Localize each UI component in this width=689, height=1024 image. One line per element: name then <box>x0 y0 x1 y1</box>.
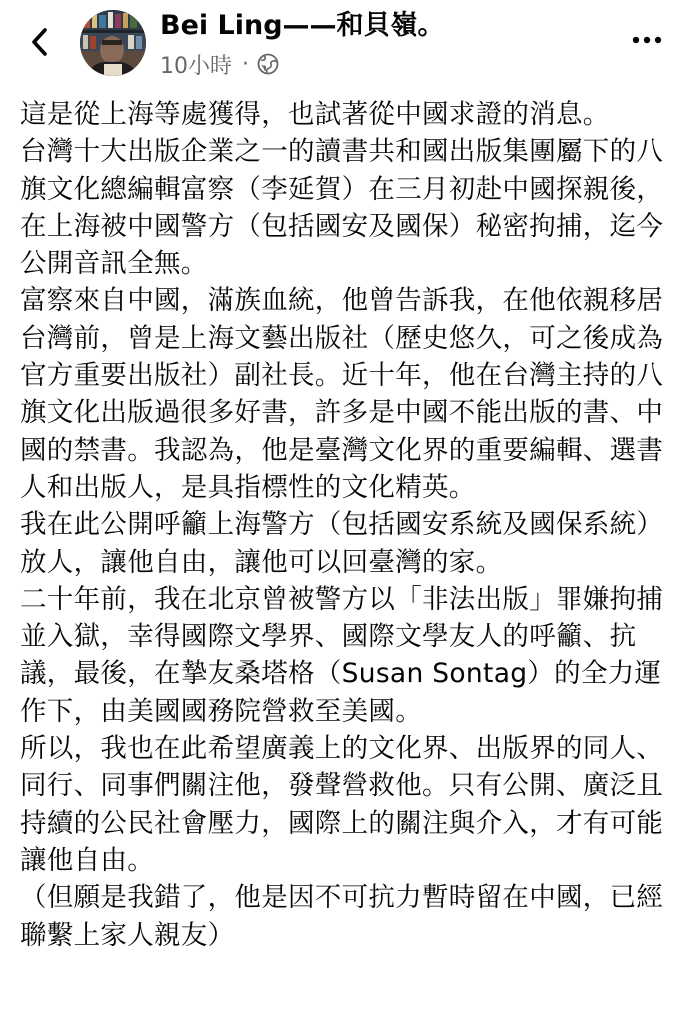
more-options-button[interactable] <box>629 28 665 52</box>
post-paragraph: 所以，我也在此希望廣義上的文化界、出版界的同人、同行、同事們關注他，發聲營救他。只有公開、廣泛且持續的公民社會壓力，國際上的關注與介入，才有可能讓他自由。 <box>20 733 664 876</box>
post-text <box>20 96 672 1024</box>
back-button[interactable] <box>22 24 58 60</box>
post-paragraph: 二十年前，我在北京曾被警方以「非法出版」罪嫌拘捕並入獄，幸得國際文學界、國際文學友人的呼籲、抗議，最後，在摯友桑塔格（Susan Sontag）的全力運作下，由美國國務院營救至美國。 <box>20 583 664 727</box>
avatar-photo <box>80 10 146 76</box>
post-paragraph: 富察來自中國，滿族血統，他曾告訴我，在他依親移居台灣前，曾是上海文藝出版社（歷史悠久，可之後成為官方重要出版社）副社長。近十年，他在台灣主持的八旗文化出版過很多好書，許多是中國不能出版的書、中國的禁書。我認為，他是臺灣文化界的重要編輯、選書人和出版人，是具指標性的文化精英。 <box>20 285 664 503</box>
meta-separator: · <box>242 51 249 77</box>
post-paragraph: 台灣十大出版企業之一的讀書共和國出版集團屬下的八旗文化總編輯富察（李延賀）在三月初赴中國探親後，在上海被中國警方（包括國安及國保）秘密拘捕，迄今公開音訊全無。 <box>20 136 664 280</box>
chevron-left-icon <box>29 27 51 57</box>
post-header <box>0 0 689 90</box>
post-paragraph: 我在此公開呼籲上海警方（包括國安系統及國保系統）放人，讓他自由，讓他可以回臺灣的家。 <box>20 509 664 578</box>
more-horizontal-icon <box>632 36 662 44</box>
author-avatar[interactable] <box>80 10 146 76</box>
post-meta <box>160 48 279 80</box>
post-paragraph: （但願是我錯了，他是因不可抗力暫時留在中國，已經聯繫上家人親友） <box>20 882 664 951</box>
author-name[interactable]: Bei Ling——和貝嶺。 <box>160 10 445 41</box>
globe-icon <box>257 53 279 75</box>
post-timestamp[interactable]: 10小時 <box>160 53 232 79</box>
post-paragraph: 這是從上海等處獲得，也試著從中國求證的消息。 <box>20 99 610 130</box>
